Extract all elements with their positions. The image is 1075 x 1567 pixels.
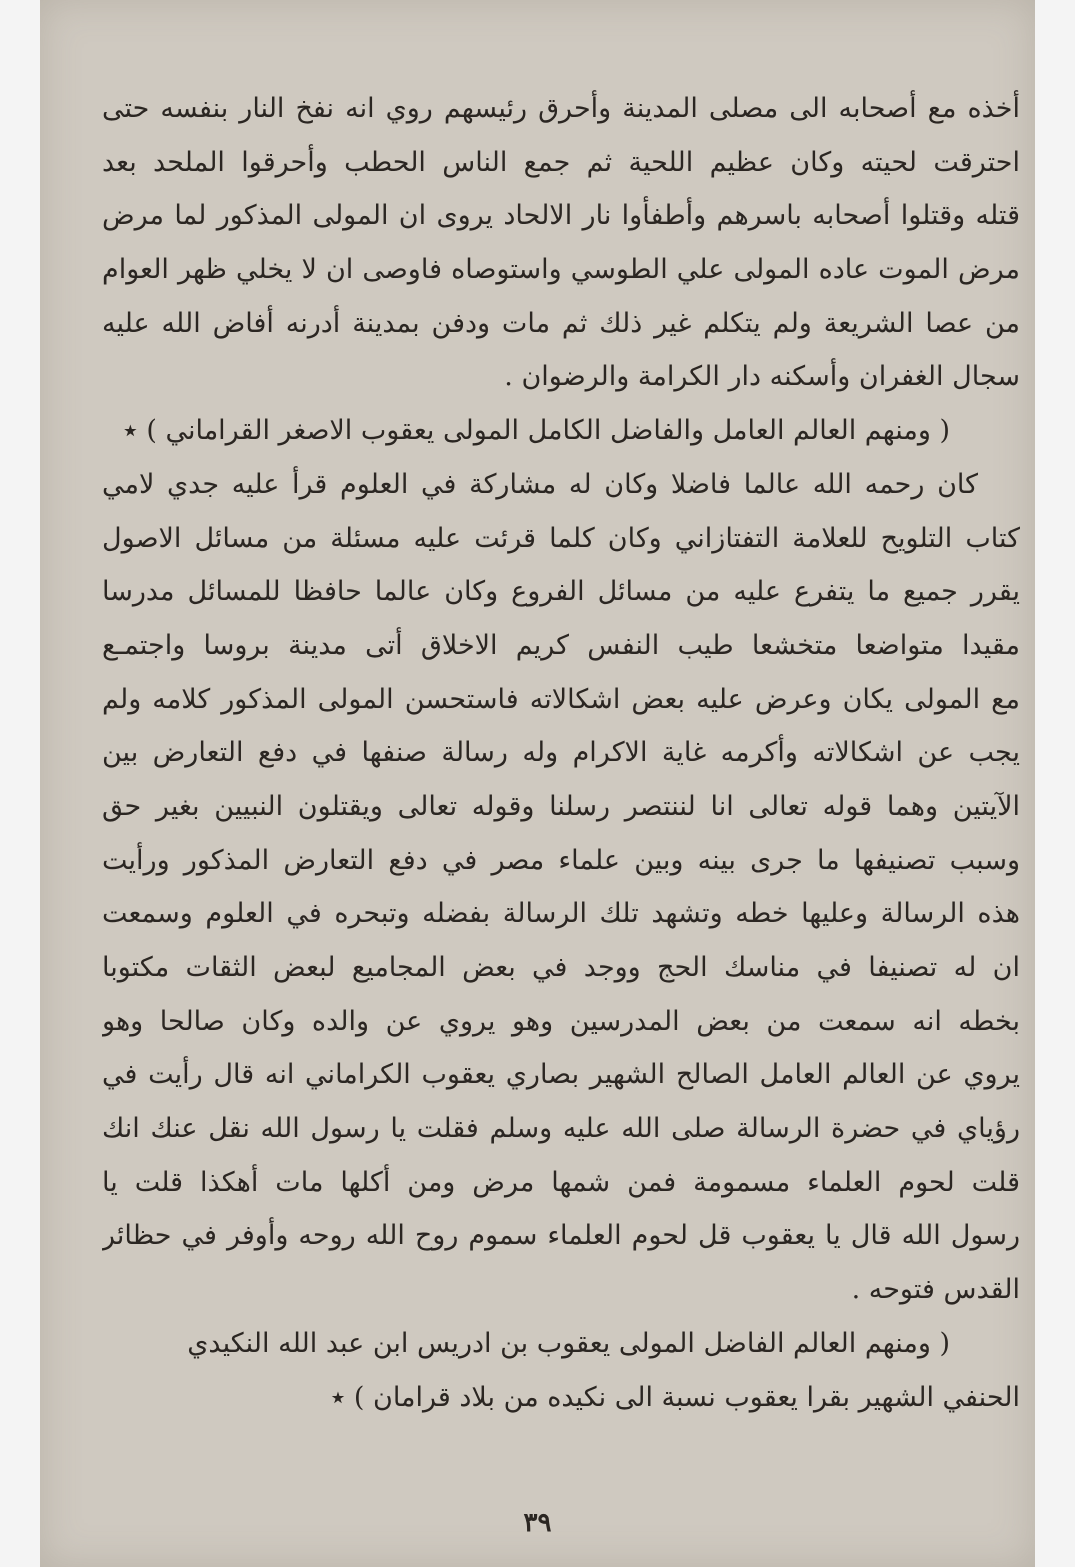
text-line: يروي عن العالم العامل الصالح الشهير بصاري يعقوب الكراماني انه قال رأيت في: [102, 1059, 1020, 1091]
section-heading: [102, 1317, 1020, 1424]
heading-line: ( ومنهم العالم العامل والفاضل الكامل المولى يعقوب الاصغر القراماني ) ٭: [123, 415, 950, 447]
paragraph: [102, 458, 1020, 1317]
text-line: القدس فتوحه .: [851, 1274, 1020, 1306]
text-line: ان له تصنيفا في مناسك الحج ووجد في بعض المجاميع لبعض الثقات مكتوبا: [102, 952, 1020, 983]
text-line: احترقت لحيته وكان عظيم اللحية ثم جمع الناس الحطب وأحرقوا الملحد بعد: [102, 146, 1020, 178]
book-page: [40, 0, 1035, 1567]
body-text: [102, 82, 1020, 1424]
heading-line: ( ومنهم العالم الفاضل المولى يعقوب بن ادريس ابن عبد الله النكيدي: [187, 1327, 950, 1359]
text-line: يجب عن اشكالاته وأكرمه غاية الاكرام وله رسالة صنفها في دفع التعارض بين: [102, 737, 1020, 769]
text-line: يقرر جميع ما يتفرع عليه من مسائل الفروع وكان عالما حافظا للمسائل مدرسا: [102, 576, 1020, 608]
text-line: كان رحمه الله عالما فاضلا وكان له مشاركة في العلوم قرأ عليه جدي لامي: [102, 468, 978, 500]
heading-line: الحنفي الشهير بقرا يعقوب نسبة الى نكيده من بلاد قرامان ) ٭: [330, 1381, 1020, 1413]
text-line: قتله وقتلوا أصحابه باسرهم وأطفأوا نار الالحاد يروى ان المولى المذكور لما مرض: [102, 200, 1020, 232]
text-line: مع المولى يكان وعرض عليه بعض اشكالاته فاستحسن المولى المذكور كلامه ولم: [102, 683, 1020, 715]
text-line: أخذه مع أصحابه الى مصلى المدينة وأحرق رئيسهم روي انه نفخ النار بنفسه حتى: [102, 93, 1020, 124]
text-line: الآيتين وهما قوله تعالى انا لننتصر رسلنا وقوله تعالى ويقتلون النبيين بغير حق: [102, 790, 1020, 822]
text-line: هذه الرسالة وعليها خطه وتشهد تلك الرسالة بفضله وتبحره في العلوم وسمعت: [102, 898, 1020, 930]
text-line: من عصا الشريعة ولم يتكلم غير ذلك ثم مات ودفن بمدينة أدرنه أفاض الله عليه: [102, 307, 1020, 339]
section-heading: [102, 404, 1020, 458]
text-line: رؤياي في حضرة الرسالة صلى الله عليه وسلم فقلت يا رسول الله نقل عنك انك: [102, 1113, 1020, 1145]
text-line: مرض الموت عاده المولى علي الطوسي واستوصاه فاوصى ان لا يخلي ظهر العوام: [102, 254, 1020, 286]
paragraph: [102, 82, 1020, 404]
text-line: كتاب التلويح للعلامة التفتازاني وكان كلما قرئت عليه مسئلة من مسائل الاصول: [102, 522, 1020, 554]
text-line: قلت لحوم العلماء مسمومة فمن شمها مرض ومن أكلها مات أهكذا قلت يا: [102, 1166, 1020, 1198]
text-line: وسبب تصنيفها ما جرى بينه وبين علماء مصر في دفع التعارض المذكور ورأيت: [102, 844, 1020, 876]
text-line: سجال الغفران وأسكنه دار الكرامة والرضوان .: [504, 361, 1020, 393]
text-line: رسول الله قال يا يعقوب قل لحوم العلماء سموم روح الله روحه وأوفر في حظائر: [102, 1220, 1020, 1252]
page-number: ٣٩: [523, 1508, 552, 1538]
text-line: بخطه انه سمعت من بعض المدرسين وهو يروي عن والده وكان صالحا وهو: [102, 1005, 1020, 1037]
text-line: مقيدا متواضعا متخشعا طيب النفس كريم الاخلاق أتى مدينة بروسا واجتمـع: [102, 629, 1020, 661]
